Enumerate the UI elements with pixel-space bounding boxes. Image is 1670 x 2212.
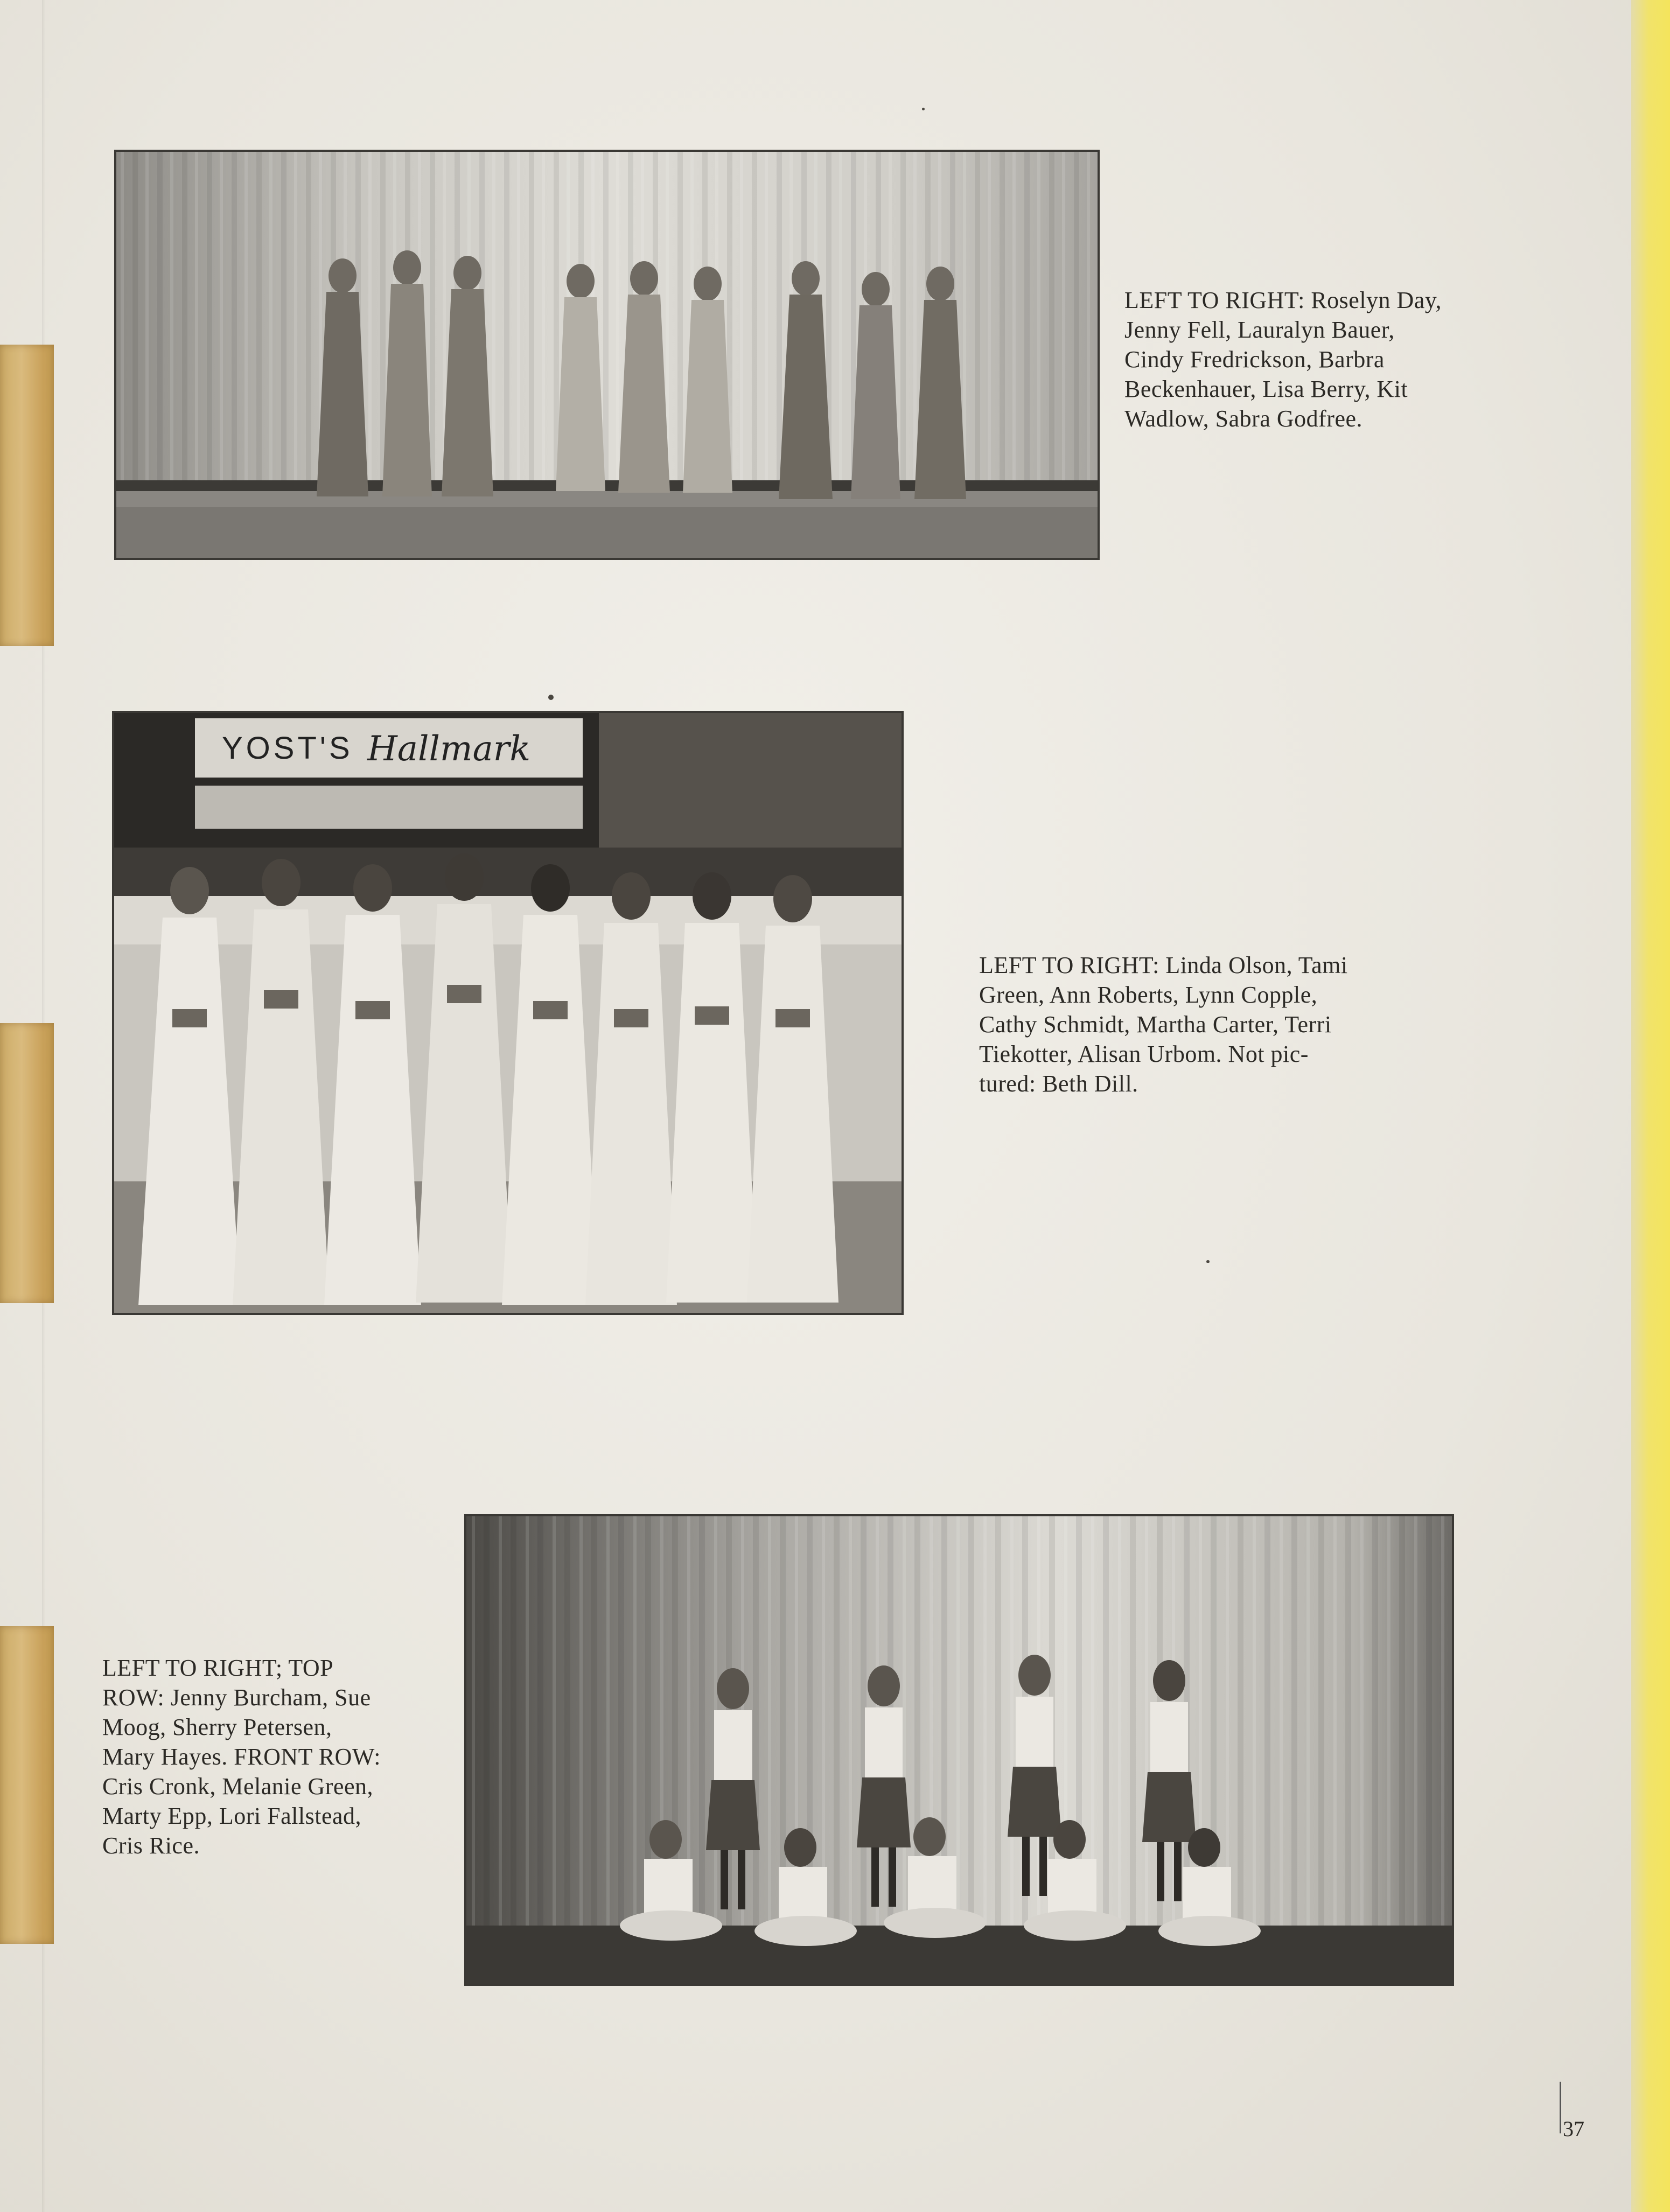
- yellow-page-edge: [1631, 0, 1670, 2212]
- tape-strip: [0, 1023, 54, 1303]
- photo-store-front-group: [112, 711, 904, 1315]
- photo-caption: LEFT TO RIGHT: Linda Olson, Tami Green, Ann Roberts, Lynn Copple, Cathy Schmidt, Martha Carter, Terri Tiekotter, Alisan Urbom. Not pic- tured: Beth Dill.: [979, 952, 1348, 1097]
- print-speck: [1206, 1260, 1210, 1263]
- hallmark-logo: Hallmark: [367, 729, 531, 769]
- photo-caption: LEFT TO RIGHT: Roselyn Day, Jenny Fell, Lauralyn Bauer, Cindy Fredrickson, Barbra Beckenhauer, Lisa Berry, Kit Wadlow, Sabra Godfree.: [1124, 287, 1442, 432]
- tape-strip: [0, 345, 54, 646]
- photo-stage-group-gowns: [114, 150, 1100, 560]
- photo-caption: LEFT TO RIGHT; TOP ROW: Jenny Burcham, Sue Moog, Sherry Petersen, Mary Hayes. FRONT ROW: Cris Cronk, Melanie Green, Marty Epp, Lori Fallstead, Cris Rice.: [102, 1655, 381, 1859]
- store-sign-text: YOST'S: [222, 731, 353, 766]
- print-speck: [548, 695, 554, 700]
- page-number: 37: [1563, 2117, 1584, 2141]
- tape-strip: [0, 1626, 54, 1944]
- photo-stage-two-rows: [464, 1514, 1454, 1986]
- print-speck: [922, 108, 925, 110]
- page-number-rule: [1560, 2082, 1561, 2133]
